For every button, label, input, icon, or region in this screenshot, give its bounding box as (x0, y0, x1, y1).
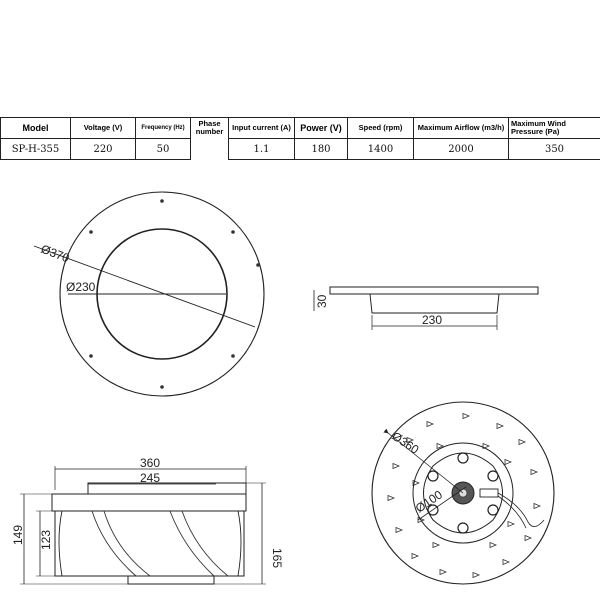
impeller-height-total-label: 149 (11, 524, 25, 545)
value-max-airflow: 2000 (414, 139, 509, 160)
header-max-pressure: Maximum Wind Pressure (Pa) (509, 118, 600, 139)
impeller-inlet-label: 245 (140, 471, 161, 485)
impeller-height-blade-label: 123 (39, 529, 53, 550)
cable-gland (480, 489, 498, 497)
header-model: Model (1, 118, 71, 139)
header-max-airflow: Maximum Airflow (m3/h) (414, 118, 509, 139)
flange-plate (330, 287, 538, 294)
impeller-side-view (11, 456, 284, 584)
header-speed: Speed (rpm) (348, 118, 414, 139)
impeller-blade (104, 511, 150, 576)
value-input-current: 1.1 (229, 139, 295, 160)
impeller-body (55, 511, 244, 576)
value-speed: 1400 (348, 139, 414, 160)
ring-top-view (34, 192, 264, 396)
header-frequency: Frequency (Hz) (136, 118, 191, 139)
impeller-inlet-ring (88, 483, 246, 494)
flange-height-label: 30 (315, 294, 329, 308)
value-max-pressure: 350 (509, 139, 600, 160)
impeller-outer-label: 360 (140, 456, 161, 470)
value-model: SP-H-355 (1, 139, 71, 160)
value-voltage: 220 (71, 139, 136, 160)
header-phase: Phase number (191, 118, 229, 139)
rotor-outer-label: Ø360 (389, 428, 422, 457)
impeller-blade (92, 511, 136, 576)
value-frequency: 50 (136, 139, 191, 160)
flange-side-view (314, 287, 538, 330)
header-input-current: Input current (A) (229, 118, 295, 139)
flange-collar (370, 294, 499, 313)
value-power: 180 (295, 139, 348, 160)
impeller-height-right-label: 165 (270, 548, 284, 569)
header-power: Power (V) (295, 118, 348, 139)
power-cable (498, 493, 544, 527)
header-voltage: Voltage (V) (71, 118, 136, 139)
hub-diameter-label: Ø100 (412, 487, 446, 516)
ring-outer-label: Ø370 (38, 241, 72, 266)
impeller-shroud (52, 494, 246, 511)
flange-width-label: 230 (422, 313, 443, 327)
impeller-blade (182, 511, 228, 576)
ring-inner-label: Ø230 (66, 280, 96, 294)
rotor-bottom-view (372, 402, 554, 584)
impeller-blade (170, 511, 214, 576)
impeller-base-plate (128, 576, 214, 584)
